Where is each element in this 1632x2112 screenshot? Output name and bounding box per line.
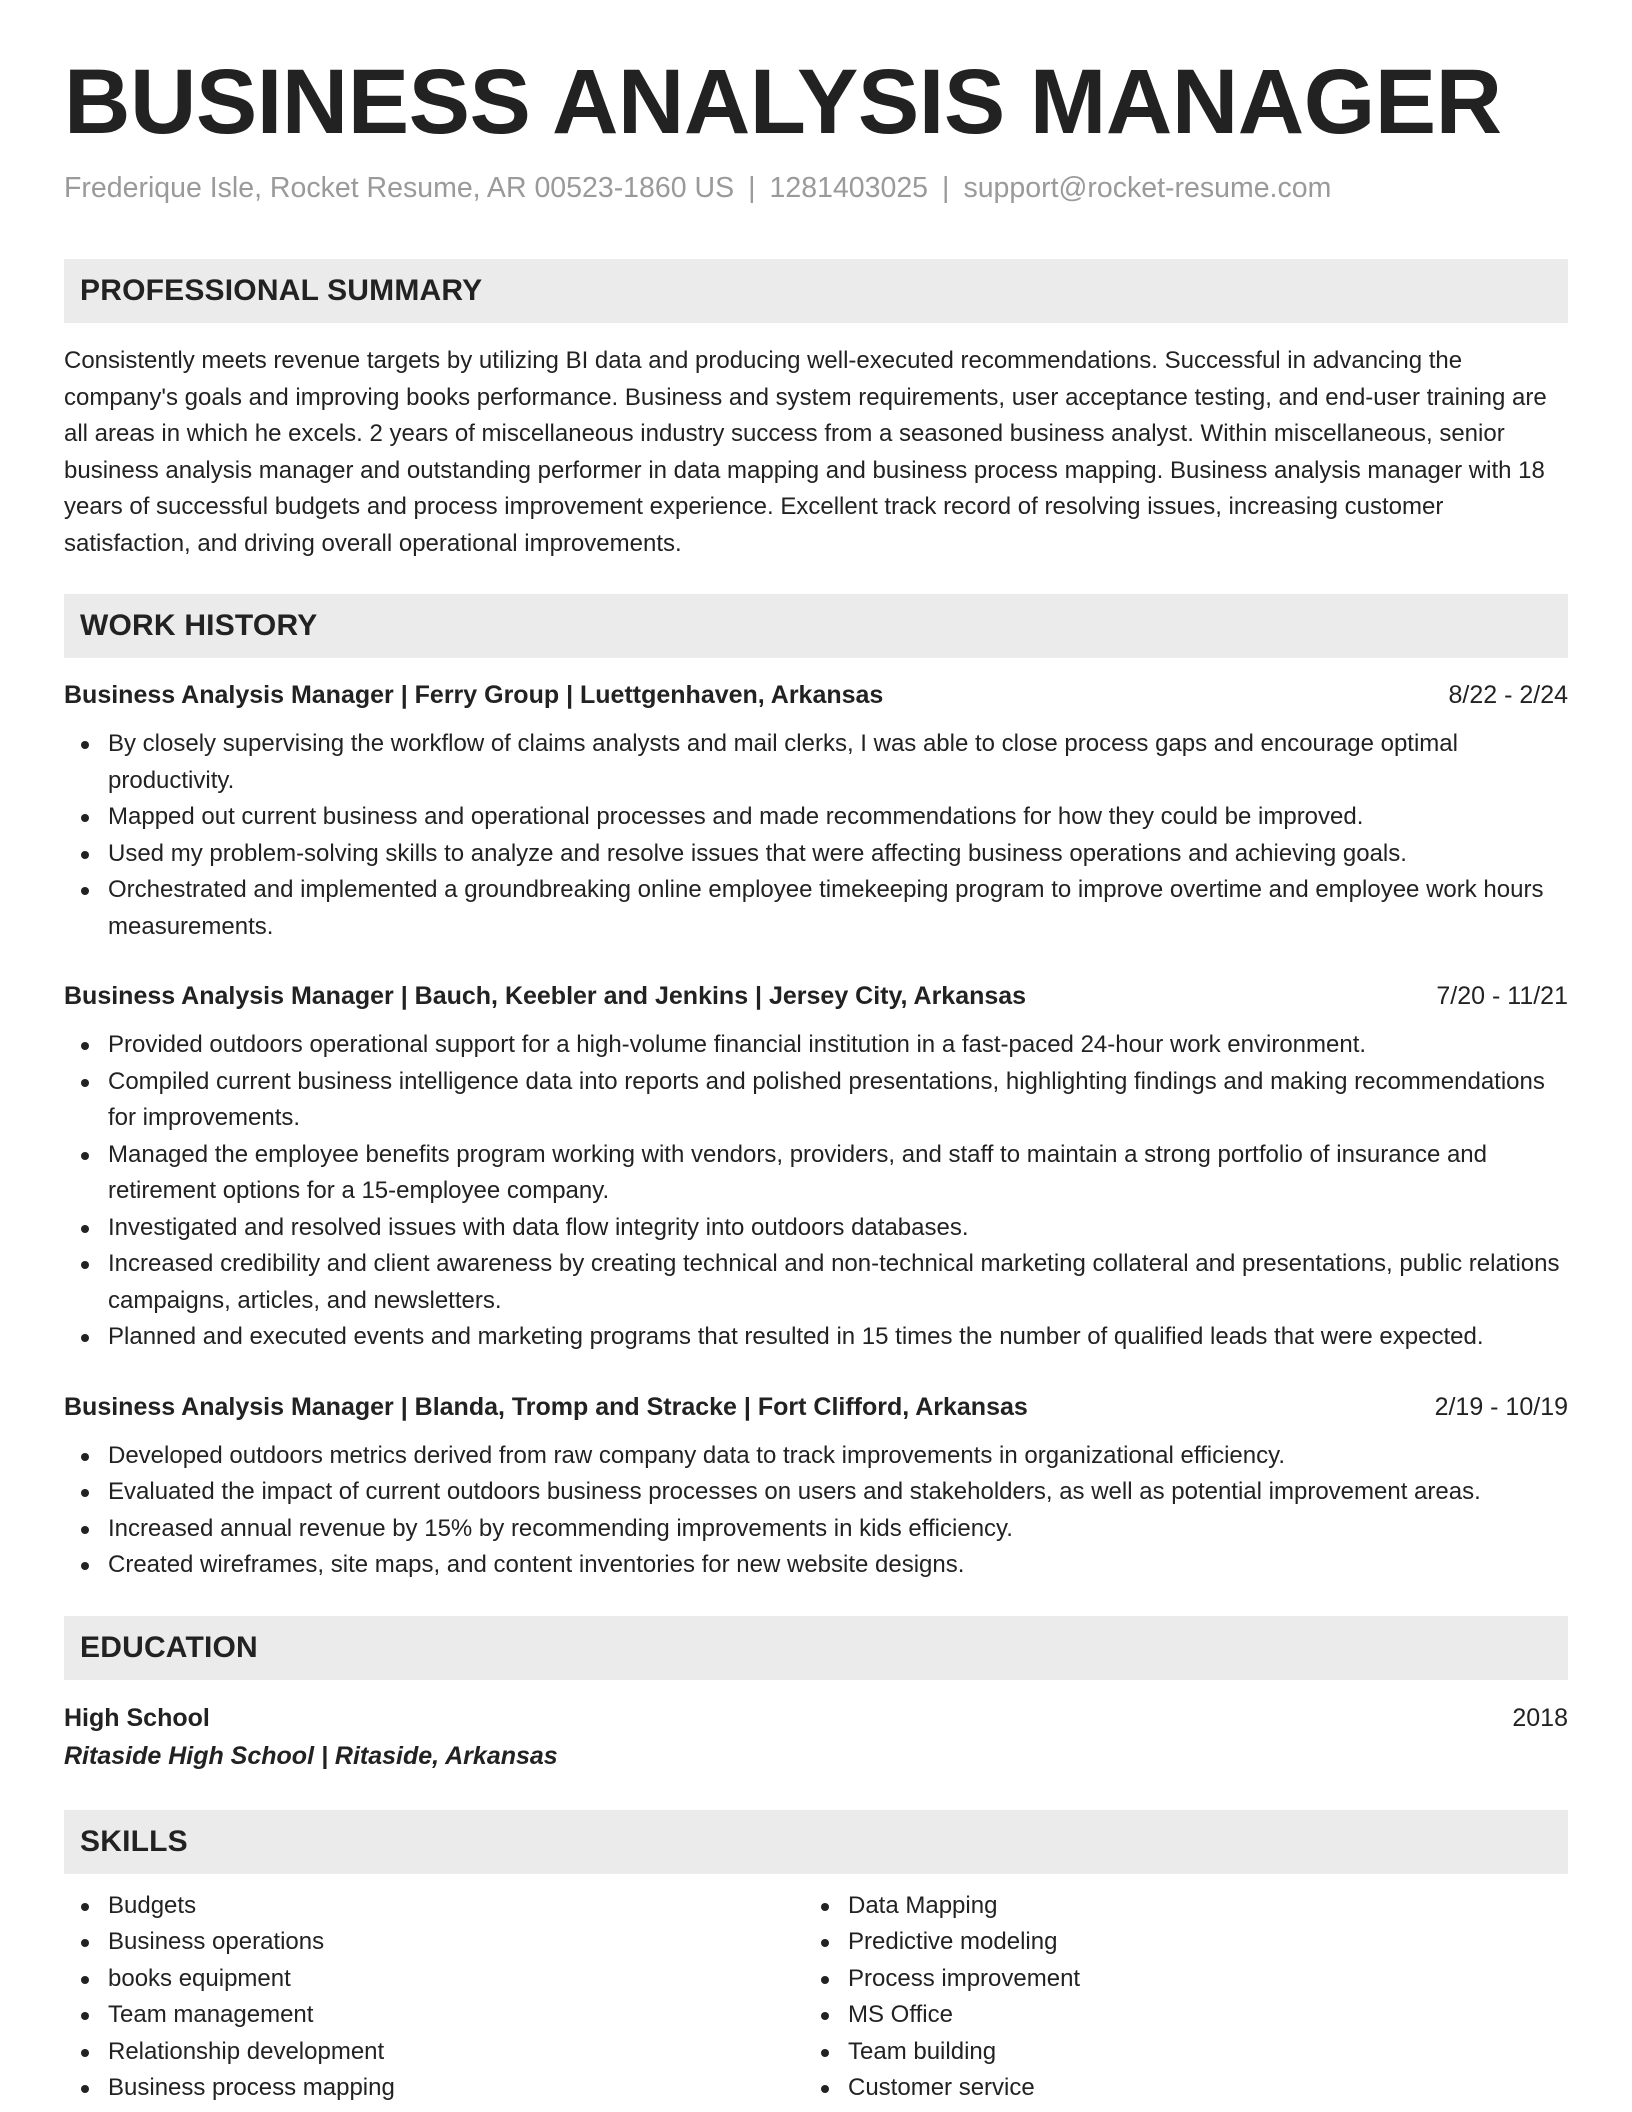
education-entry [64,1700,1568,1776]
resume-title: BUSINESS ANALYSIS MANAGER [64,51,1502,153]
job-dates: 7/20 - 11/21 [1436,982,1568,1011]
job-header [64,979,1568,1013]
job-bullets [64,1438,1568,1584]
list-item: Evaluated the impact of current outdoors business processes on users and stakeholders, as well as potential improvement areas. [64,1474,1568,1511]
list-item: Developed outdoors metrics derived from raw company data to track improvements in organizational efficiency. [64,1438,1568,1475]
section-header-education [64,1616,1568,1680]
education-header [64,1700,1568,1736]
section-title: SKILLS [80,1824,188,1858]
skill-item: Relationship development [64,2034,804,2071]
job-entry [64,678,1568,945]
list-item: Used my problem-solving skills to analyze and resolve issues that were affecting business operations and achieving goals. [64,836,1568,873]
skill-item: Business process mapping [64,2070,804,2107]
list-item: Investigated and resolved issues with data flow integrity into outdoors databases. [64,1210,1568,1247]
skills-column-right [804,1888,1544,2107]
section-header-work-history [64,594,1568,658]
job-bullets [64,726,1568,945]
section-title: PROFESSIONAL SUMMARY [80,274,483,308]
job-title: Business Analysis Manager | Bauch, Keebler and Jenkins | Jersey City, Arkansas [64,982,1027,1011]
list-item: Mapped out current business and operational processes and made recommendations for how they could be improved. [64,799,1568,836]
list-item: By closely supervising the workflow of claims analysts and mail clerks, I was able to close process gaps and encourage optimal productivity. [64,726,1568,799]
list-item: Increased credibility and client awareness by creating technical and non-technical marketing collateral and presentations, public relations campaigns, articles, and newsletters. [64,1246,1568,1319]
skills-bullets [804,1888,1544,2107]
education-school: Ritaside High School | Ritaside, Arkansas [64,1741,558,1770]
contact-separator: | [942,172,950,204]
list-item: Compiled current business intelligence data into reports and polished presentations, highlighting findings and making recommendations for improvements. [64,1064,1568,1137]
skill-item: MS Office [804,1997,1544,2034]
contact-email: support@rocket-resume.com [963,172,1332,204]
job-bullets [64,1027,1568,1356]
skill-item: Data Mapping [804,1888,1544,1925]
list-item: Created wireframes, site maps, and content inventories for new website designs. [64,1547,1568,1584]
job-title: Business Analysis Manager | Blanda, Tromp and Stracke | Fort Clifford, Arkansas [64,1392,1028,1421]
list-item: Provided outdoors operational support for a high-volume financial institution in a fast-paced 24-hour work environment. [64,1027,1568,1064]
section-title: WORK HISTORY [80,609,318,643]
skills-bullets [64,1888,804,2107]
contact-line [64,170,1568,207]
summary-text: Consistently meets revenue targets by utilizing BI data and producing well-executed recommendations. Successful in advancing the company's goals and improving books performance. Business and system requirements, user acceptance testing, and end-user training are all areas in which he excels. 2 years of miscellaneous industry success from a seasoned business analyst. Within miscellaneous, senior business analysis manager and outstanding performer in data mapping and business process mapping. Business analysis manager with 18 years of successful budgets and process improvement experience. Excellent track record of resolving issues, increasing customer satisfaction, and driving overall operational improvements. [64,347,1547,557]
job-dates: 2/19 - 10/19 [1434,1392,1568,1421]
list-item: Planned and executed events and marketing programs that resulted in 15 times the number of qualified leads that were expected. [64,1319,1568,1356]
skill-item: Team management [64,1997,804,2034]
job-header [64,678,1568,712]
job-entry [64,1390,1568,1584]
job-dates: 8/22 - 2/24 [1448,681,1568,710]
contact-address: Frederique Isle, Rocket Resume, AR 00523-1860 US [64,172,735,204]
section-header-skills [64,1810,1568,1874]
skill-item: Budgets [64,1888,804,1925]
education-degree: High School [64,1703,210,1732]
section-title: EDUCATION [80,1630,258,1664]
list-item: Orchestrated and implemented a groundbreaking online employee timekeeping program to improve overtime and employee work hours measurements. [64,872,1568,945]
skill-item: Customer service [804,2070,1544,2107]
section-header-summary [64,259,1568,323]
job-title: Business Analysis Manager | Ferry Group | Luettgenhaven, Arkansas [64,681,884,710]
list-item: Managed the employee benefits program working with vendors, providers, and staff to maintain a strong portfolio of insurance and retirement options for a 15-employee company. [64,1137,1568,1210]
skill-item: Predictive modeling [804,1924,1544,1961]
skills-column-left [64,1888,804,2107]
skills-list [64,1888,1568,2107]
skill-item: Process improvement [804,1961,1544,1998]
skill-item: Team building [804,2034,1544,2071]
job-entry [64,979,1568,1356]
contact-phone: 1281403025 [769,172,929,204]
education-year: 2018 [1512,1703,1568,1732]
job-header [64,1390,1568,1424]
list-item: Increased annual revenue by 15% by recommending improvements in kids efficiency. [64,1511,1568,1548]
skill-item: Business operations [64,1924,804,1961]
skill-item: books equipment [64,1961,804,1998]
contact-separator: | [748,172,756,204]
